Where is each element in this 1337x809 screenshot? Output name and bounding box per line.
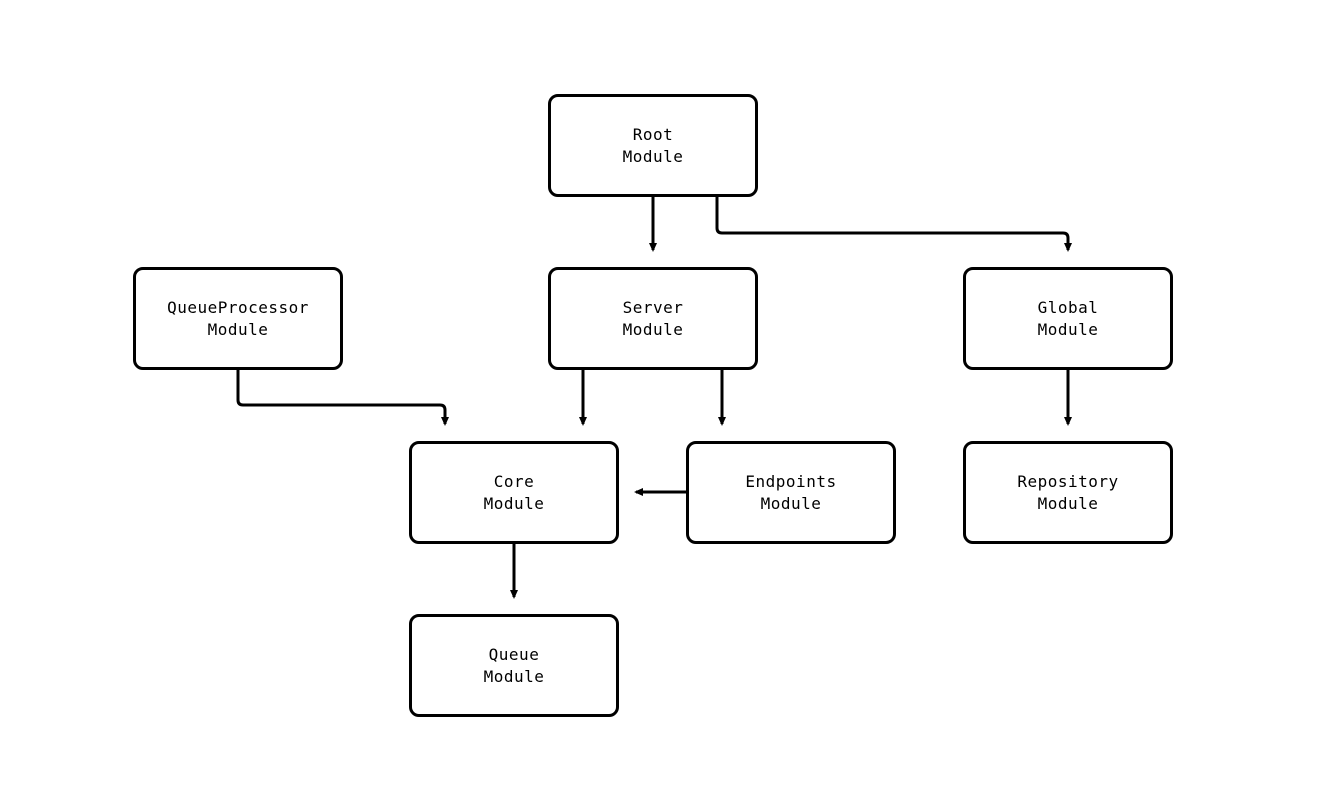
node-repository-module-line2: Module bbox=[1037, 493, 1099, 513]
node-queue-module-line2: Module bbox=[483, 666, 545, 686]
node-repository-module[interactable] bbox=[963, 441, 1173, 544]
node-endpoints-module-line2: Module bbox=[760, 493, 822, 513]
node-root-module-line1: Root bbox=[632, 124, 674, 144]
node-global-module-line2: Module bbox=[1037, 319, 1099, 339]
node-queue-module-line1: Queue bbox=[488, 644, 540, 664]
node-root-module[interactable] bbox=[548, 94, 758, 197]
node-server-module[interactable] bbox=[548, 267, 758, 370]
node-server-module-line1: Server bbox=[622, 297, 684, 317]
node-queueprocessor-module-line2: Module bbox=[207, 319, 269, 339]
node-queue-module[interactable] bbox=[409, 614, 619, 717]
node-endpoints-module-line1: Endpoints bbox=[745, 471, 837, 491]
node-repository-module-line1: Repository bbox=[1017, 471, 1119, 491]
node-core-module-line2: Module bbox=[483, 493, 545, 513]
node-core-module-line1: Core bbox=[493, 471, 535, 491]
node-root-module-line2: Module bbox=[622, 146, 684, 166]
edge-queueprocessor-to-core bbox=[238, 370, 445, 424]
node-server-module-line2: Module bbox=[622, 319, 684, 339]
node-queueprocessor-module[interactable] bbox=[133, 267, 343, 370]
node-endpoints-module[interactable] bbox=[686, 441, 896, 544]
node-core-module[interactable] bbox=[409, 441, 619, 544]
node-global-module-line1: Global bbox=[1037, 297, 1099, 317]
node-global-module[interactable] bbox=[963, 267, 1173, 370]
node-queueprocessor-module-line1: QueueProcessor bbox=[167, 297, 309, 317]
edge-root-to-global bbox=[717, 197, 1068, 250]
